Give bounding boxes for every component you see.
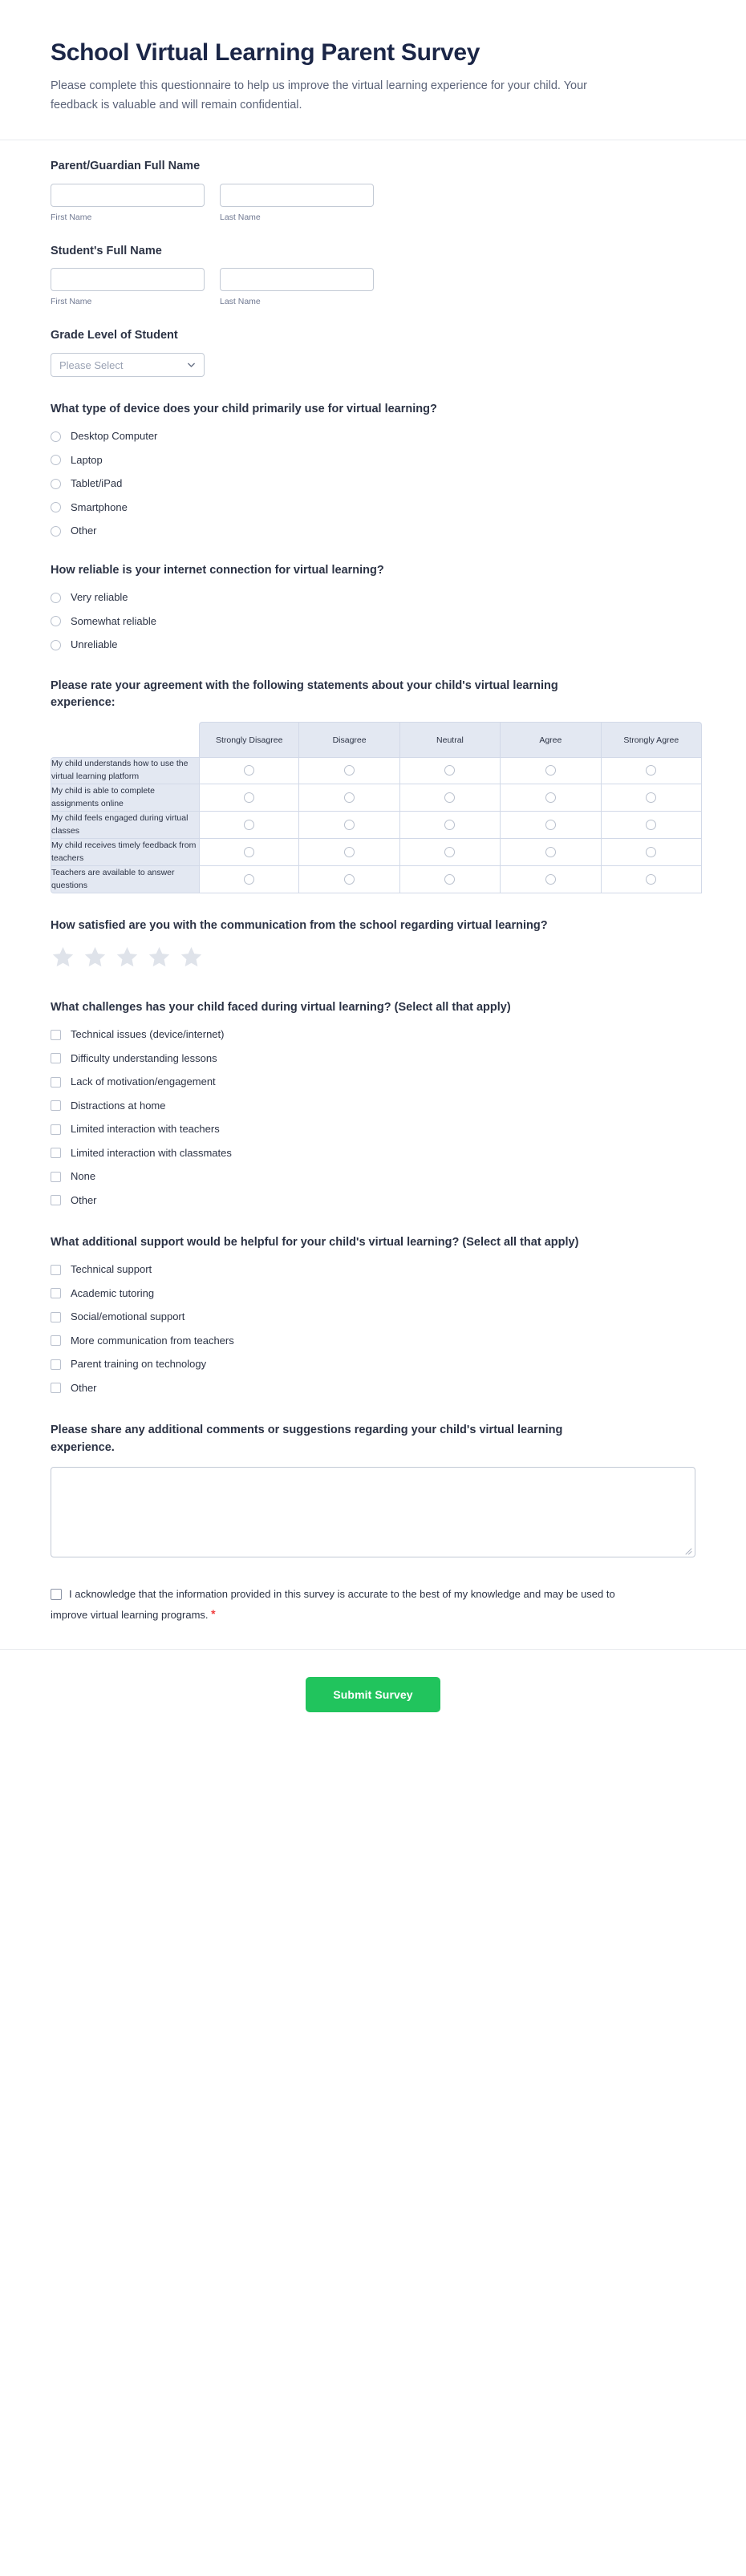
- option-label: Limited interaction with classmates: [71, 1146, 232, 1159]
- table-row: [51, 839, 702, 866]
- checkbox-option[interactable]: [51, 1027, 695, 1043]
- matrix-cell[interactable]: [400, 757, 501, 784]
- matrix-col-header: Neutral: [400, 722, 501, 757]
- checkbox-option[interactable]: [51, 1121, 695, 1138]
- table-row: [51, 757, 702, 784]
- checkbox-icon[interactable]: [51, 1195, 61, 1205]
- field-satisfaction-rating: [51, 917, 695, 974]
- checkbox-icon[interactable]: [51, 1124, 61, 1135]
- checkbox-option[interactable]: [51, 1356, 695, 1373]
- radio-icon[interactable]: [51, 640, 61, 650]
- radio-icon[interactable]: [51, 455, 61, 465]
- form-header: [0, 0, 746, 140]
- checkbox-option[interactable]: [51, 1285, 695, 1302]
- matrix-row-label: My child feels engaged during virtual classes: [51, 812, 199, 839]
- matrix-cell[interactable]: [199, 757, 299, 784]
- radio-icon[interactable]: [51, 526, 61, 537]
- field-agreement-matrix: [51, 678, 695, 894]
- matrix-col-header: Strongly Agree: [602, 722, 702, 757]
- radio-option[interactable]: [51, 428, 695, 445]
- acknowledgement-row[interactable]: [51, 1585, 628, 1625]
- agreement-matrix-question: Please rate your agreement with the following statements about your child's virtual learning experience:: [51, 678, 558, 710]
- matrix-cell[interactable]: [400, 866, 501, 893]
- form-footer: [0, 1650, 746, 1748]
- field-student-name: [51, 243, 695, 307]
- matrix-row-label: Teachers are available to answer questions: [51, 866, 199, 893]
- radio-icon[interactable]: [244, 792, 254, 803]
- student-first-name-sublabel: First Name: [51, 297, 92, 307]
- matrix-header-row: [51, 722, 702, 757]
- student-first-name-input[interactable]: [51, 268, 205, 291]
- option-label: Tablet/iPad: [71, 477, 123, 490]
- challenges-options: [51, 1027, 695, 1209]
- checkbox-icon[interactable]: [51, 1265, 61, 1275]
- matrix-row-label: My child is able to complete assignments online: [51, 784, 199, 812]
- option-label: Smartphone: [71, 500, 128, 513]
- radio-icon[interactable]: [444, 847, 455, 857]
- radio-icon[interactable]: [444, 765, 455, 776]
- parent-last-name-sublabel: Last Name: [220, 212, 261, 222]
- radio-icon[interactable]: [646, 874, 656, 885]
- checkbox-icon[interactable]: [51, 1335, 61, 1346]
- field-parent-name: [51, 158, 695, 222]
- field-additional-support: [51, 1234, 695, 1396]
- matrix-cell[interactable]: [299, 812, 399, 839]
- option-label: Very reliable: [71, 591, 128, 603]
- matrix-row-label: My child understands how to use the virtual learning platform: [51, 757, 199, 784]
- acknowledgement-block: [51, 1585, 695, 1625]
- comments-textarea-wrap[interactable]: [51, 1467, 695, 1557]
- student-last-name-input[interactable]: [220, 268, 374, 291]
- field-comments: [51, 1422, 695, 1557]
- matrix-cell[interactable]: [199, 812, 299, 839]
- matrix-cell[interactable]: [299, 784, 399, 812]
- matrix-cell[interactable]: [400, 812, 501, 839]
- acknowledgement-text: I acknowledge that the information provided in this survey is accurate to the best of my knowledge and may be used to improve virtual learning programs.: [51, 1587, 615, 1621]
- satisfaction-question: How satisfied are you with the communication from the school regarding virtual learning?: [51, 919, 548, 933]
- radio-icon[interactable]: [444, 792, 455, 803]
- matrix-col-header: Strongly Disagree: [199, 722, 299, 757]
- matrix-row-label: My child receives timely feedback from teachers: [51, 839, 199, 866]
- matrix-cell[interactable]: [501, 839, 601, 866]
- checkbox-icon[interactable]: [51, 1359, 61, 1370]
- device-type-question: What type of device does your child primarily use for virtual learning?: [51, 403, 437, 416]
- matrix-cell[interactable]: [199, 784, 299, 812]
- matrix-corner-cell: [51, 722, 199, 757]
- radio-icon[interactable]: [244, 765, 254, 776]
- challenges-question: What challenges has your child faced during virtual learning? (Select all that apply): [51, 1000, 511, 1014]
- agreement-matrix-table: [51, 722, 702, 893]
- matrix-cell[interactable]: [602, 812, 702, 839]
- student-name-label: Student's Full Name: [51, 244, 162, 257]
- star-icon[interactable]: [179, 945, 204, 974]
- star-icon[interactable]: [83, 945, 107, 974]
- field-grade-level: [51, 327, 695, 377]
- checkbox-option[interactable]: [51, 1097, 695, 1114]
- checkbox-option[interactable]: [51, 1169, 695, 1185]
- table-row: [51, 812, 702, 839]
- option-label: Desktop Computer: [71, 430, 158, 443]
- option-label: Other: [71, 525, 97, 537]
- field-internet-reliability: [51, 562, 695, 654]
- resize-handle-icon[interactable]: [684, 1547, 692, 1555]
- parent-name-label: Parent/Guardian Full Name: [51, 159, 201, 172]
- checkbox-option[interactable]: [51, 1379, 695, 1396]
- additional-support-question: What additional support would be helpful for your child's virtual learning? (Select all that apply): [51, 1236, 579, 1250]
- grade-level-selected-value: Please Select: [59, 358, 124, 371]
- matrix-cell[interactable]: [501, 812, 601, 839]
- agreement-matrix-wrap: [51, 722, 695, 893]
- star-icon[interactable]: [115, 945, 140, 974]
- matrix-head: [51, 722, 702, 757]
- radio-icon[interactable]: [51, 431, 61, 442]
- checkbox-option[interactable]: [51, 1050, 695, 1067]
- checkbox-option[interactable]: [51, 1074, 695, 1091]
- checkbox-icon[interactable]: [51, 1053, 61, 1063]
- matrix-cell[interactable]: [602, 866, 702, 893]
- option-label: Somewhat reliable: [71, 614, 156, 627]
- student-last-name-col: [220, 268, 374, 306]
- radio-icon[interactable]: [344, 874, 355, 885]
- radio-icon[interactable]: [344, 792, 355, 803]
- parent-first-name-input[interactable]: [51, 184, 205, 207]
- checkbox-option[interactable]: [51, 1262, 695, 1278]
- parent-name-row: [51, 184, 695, 222]
- option-label: Unreliable: [71, 638, 118, 650]
- option-label: Academic tutoring: [71, 1286, 155, 1299]
- option-label: Parent training on technology: [71, 1358, 207, 1371]
- radio-option[interactable]: [51, 589, 695, 606]
- internet-reliability-options: [51, 589, 695, 654]
- option-label: Technical support: [71, 1263, 152, 1276]
- matrix-cell[interactable]: [400, 784, 501, 812]
- matrix-cell[interactable]: [199, 866, 299, 893]
- radio-icon[interactable]: [545, 847, 556, 857]
- matrix-cell[interactable]: [501, 866, 601, 893]
- checkbox-icon[interactable]: [51, 1172, 61, 1182]
- radio-icon[interactable]: [545, 874, 556, 885]
- matrix-cell[interactable]: [199, 839, 299, 866]
- student-name-row: [51, 268, 695, 306]
- matrix-col-header: Agree: [501, 722, 601, 757]
- radio-icon[interactable]: [244, 820, 254, 830]
- additional-support-options: [51, 1262, 695, 1397]
- radio-icon[interactable]: [244, 847, 254, 857]
- field-challenges: [51, 999, 695, 1209]
- option-label: Technical issues (device/internet): [71, 1028, 225, 1040]
- option-label: Laptop: [71, 453, 103, 466]
- star-icon[interactable]: [51, 945, 75, 974]
- radio-icon[interactable]: [244, 874, 254, 885]
- radio-icon[interactable]: [545, 765, 556, 776]
- radio-option[interactable]: [51, 452, 695, 468]
- matrix-cell[interactable]: [299, 757, 399, 784]
- checkbox-option[interactable]: [51, 1144, 695, 1161]
- matrix-cell[interactable]: [602, 784, 702, 812]
- device-type-options: [51, 428, 695, 540]
- checkbox-icon[interactable]: [51, 1077, 61, 1088]
- option-label: Difficulty understanding lessons: [71, 1051, 217, 1064]
- matrix-cell[interactable]: [501, 784, 601, 812]
- radio-icon[interactable]: [545, 792, 556, 803]
- checkbox-option[interactable]: [51, 1332, 695, 1349]
- submit-survey-button[interactable]: Submit Survey: [306, 1677, 440, 1712]
- checkbox-option[interactable]: [51, 1309, 695, 1326]
- radio-icon[interactable]: [344, 820, 355, 830]
- radio-option[interactable]: [51, 523, 695, 540]
- matrix-cell[interactable]: [501, 757, 601, 784]
- checkbox-icon[interactable]: [51, 1288, 61, 1298]
- matrix-cell[interactable]: [299, 866, 399, 893]
- page-title: School Virtual Learning Parent Survey: [51, 39, 480, 66]
- parent-last-name-col: [220, 184, 374, 222]
- star-rating[interactable]: [51, 945, 695, 974]
- radio-icon[interactable]: [344, 847, 355, 857]
- checkbox-icon[interactable]: [51, 1312, 61, 1322]
- radio-icon[interactable]: [444, 820, 455, 830]
- radio-option[interactable]: [51, 637, 695, 654]
- radio-icon[interactable]: [646, 847, 656, 857]
- parent-first-name-sublabel: First Name: [51, 212, 92, 222]
- matrix-cell[interactable]: [299, 839, 399, 866]
- internet-reliability-question: How reliable is your internet connection for virtual learning?: [51, 563, 384, 577]
- radio-option[interactable]: [51, 476, 695, 492]
- option-label: Limited interaction with teachers: [71, 1123, 220, 1135]
- radio-icon[interactable]: [51, 593, 61, 603]
- matrix-cell[interactable]: [400, 839, 501, 866]
- option-label: Lack of motivation/engagement: [71, 1075, 216, 1088]
- matrix-body: [51, 757, 702, 893]
- checkbox-icon[interactable]: [51, 1148, 61, 1158]
- radio-icon[interactable]: [344, 765, 355, 776]
- field-device-type: [51, 401, 695, 540]
- student-last-name-sublabel: Last Name: [220, 297, 261, 307]
- checkbox-icon[interactable]: [51, 1100, 61, 1111]
- radio-icon[interactable]: [646, 792, 656, 803]
- table-row: [51, 866, 702, 893]
- matrix-col-header: Disagree: [299, 722, 399, 757]
- grade-level-label: Grade Level of Student: [51, 329, 178, 342]
- star-icon[interactable]: [147, 945, 172, 974]
- table-row: [51, 784, 702, 812]
- option-label: More communication from teachers: [71, 1334, 234, 1347]
- radio-icon[interactable]: [51, 479, 61, 489]
- acknowledgement-checkbox-icon[interactable]: [51, 1589, 62, 1600]
- radio-icon[interactable]: [545, 820, 556, 830]
- checkbox-icon[interactable]: [51, 1030, 61, 1040]
- radio-icon[interactable]: [444, 874, 455, 885]
- option-label: Social/emotional support: [71, 1310, 185, 1323]
- radio-icon[interactable]: [646, 765, 656, 776]
- page-subtitle: Please complete this questionnaire to help us improve the virtual learning experience for your child. Your feedback is valuable and will remain confidential.: [51, 79, 587, 111]
- radio-icon[interactable]: [51, 502, 61, 512]
- matrix-cell[interactable]: [602, 839, 702, 866]
- radio-option[interactable]: [51, 499, 695, 516]
- parent-first-name-col: [51, 184, 205, 222]
- matrix-cell[interactable]: [602, 757, 702, 784]
- option-label: None: [71, 1170, 96, 1182]
- option-label: Distractions at home: [71, 1099, 166, 1112]
- radio-option[interactable]: [51, 613, 695, 630]
- required-indicator: *: [211, 1606, 216, 1620]
- grade-level-select[interactable]: [51, 353, 205, 377]
- radio-icon[interactable]: [51, 616, 61, 626]
- checkbox-icon[interactable]: [51, 1383, 61, 1393]
- checkbox-option[interactable]: [51, 1192, 695, 1209]
- form-body: [0, 140, 746, 1625]
- option-label: Other: [71, 1381, 97, 1394]
- parent-last-name-input[interactable]: [220, 184, 374, 207]
- radio-icon[interactable]: [646, 820, 656, 830]
- student-first-name-col: [51, 268, 205, 306]
- option-label: Other: [71, 1193, 97, 1206]
- grade-level-select-wrap[interactable]: [51, 353, 205, 377]
- comments-question: Please share any additional comments or suggestions regarding your child's virtual learning experience.: [51, 1424, 563, 1455]
